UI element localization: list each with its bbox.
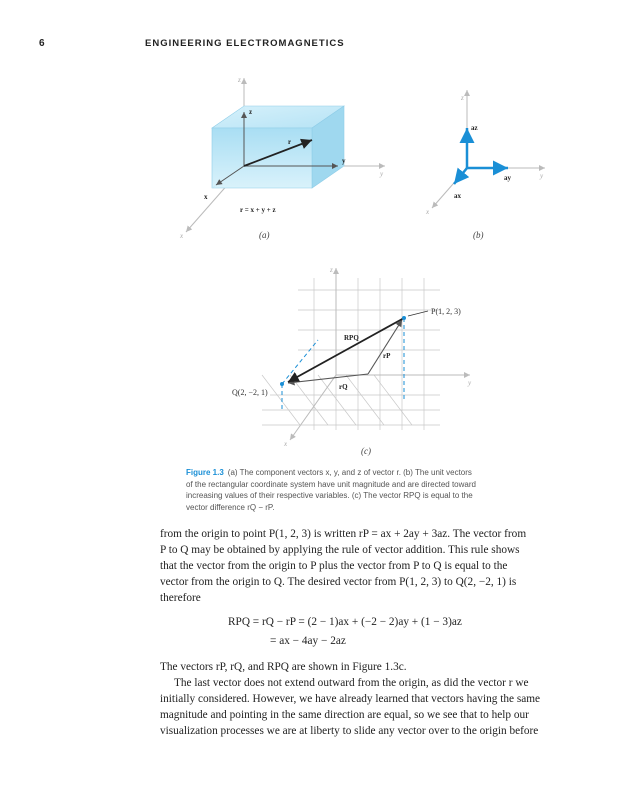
b-sublabel: (b) xyxy=(473,230,484,240)
a-vec-y-label: y xyxy=(342,157,346,165)
c-point-q-marker xyxy=(280,382,284,386)
a-axis-y-label: y xyxy=(380,170,384,178)
equation-line-2: = ax − 4ay − 2az xyxy=(270,635,346,647)
c-grid xyxy=(262,278,440,430)
para2-line1: The vectors rP, rQ, and RPQ are shown in Figure 1.3c. xyxy=(160,661,407,673)
para1-line3: that the vector from the origin to P plus the vector from P to Q is equal to the xyxy=(160,560,508,572)
running-head: ENGINEERING ELECTROMAGNETICS xyxy=(145,38,345,49)
page-number: 6 xyxy=(39,38,46,49)
paragraph-3 xyxy=(160,675,573,739)
c-label-rq: rQ xyxy=(339,383,348,391)
paragraph-2 xyxy=(160,659,573,675)
c-sublabel: (c) xyxy=(361,446,371,456)
caption-text: (a) The component vectors x, y, and z of vector r. (b) The unit vectors of the rectangular coordinate system have unit magnitude and are directed toward increasing values of their respective variables. (c) The vector RPQ is equal to the vector difference rQ − rP. xyxy=(186,468,476,512)
panel-b xyxy=(425,90,545,240)
equation-line-1: RPQ = rQ − rP = (2 − 1)ax + (−2 − 2)ay + (1 − 3)az xyxy=(228,616,462,628)
b-unit-x-label: ax xyxy=(454,192,461,200)
c-label-rpq: RPQ xyxy=(344,334,359,342)
para3-line4: visualization processes we are at liberty to slide any vector over to the origin before xyxy=(160,725,539,737)
a-axis-x-label: x xyxy=(180,232,184,240)
b-axis-y-label: y xyxy=(540,172,544,180)
c-point-p-label: P(1, 2, 3) xyxy=(431,307,461,316)
a-equation: r = x + y + z xyxy=(240,206,276,214)
caption-title: Figure 1.3 xyxy=(186,468,224,477)
para3-line3: magnitude and pointing in the same direction are equal, so we see that to help our xyxy=(160,709,529,721)
a-axis-z-label: z xyxy=(238,76,241,84)
c-axis-z-label: z xyxy=(330,266,333,274)
para1-line5: therefore xyxy=(160,592,201,604)
c-axis-x-label: x xyxy=(284,440,288,448)
b-unit-z-label: az xyxy=(471,124,478,132)
para3-line2: initially considered. However, we have already learned that vectors having the same xyxy=(160,693,541,705)
a-vec-r-label: r xyxy=(288,138,292,146)
c-point-p-marker xyxy=(402,316,406,320)
a-vec-x-label: x xyxy=(204,193,208,201)
paragraph-1 xyxy=(160,526,573,606)
c-axis-y-label: y xyxy=(468,379,472,387)
b-axis-z-label: z xyxy=(461,94,464,102)
para1-line2: P to Q may be obtained by applying the rule of vector addition. This rule shows xyxy=(160,544,520,556)
c-label-rp: rP xyxy=(383,352,391,360)
panel-a xyxy=(179,76,385,240)
a-vec-z-label: z xyxy=(249,108,253,116)
b-axis-x-label: x xyxy=(426,208,430,216)
panel-c xyxy=(232,266,472,456)
para1-line1: from the origin to point P(1, 2, 3) is written rP = ax + 2ay + 3az. The vector from xyxy=(160,528,527,540)
c-point-q-label: Q(2, −2, 1) xyxy=(232,388,268,397)
figure-caption xyxy=(186,467,476,513)
a-sublabel: (a) xyxy=(259,230,270,240)
b-unit-y-label: ay xyxy=(504,174,511,182)
para3-line1: The last vector does not extend outward from the origin, as did the vector r we xyxy=(174,677,529,689)
para1-line4: vector from the origin to Q. The desired vector from P(1, 2, 3) to Q(2, −2, 1) is xyxy=(160,576,517,588)
